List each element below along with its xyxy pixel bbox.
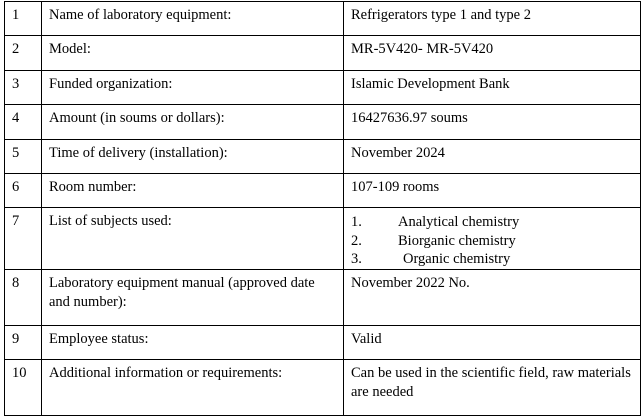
row-label: Additional information or requirements: xyxy=(42,359,344,415)
subjects-list xyxy=(351,213,634,269)
row-number: 3 xyxy=(5,71,42,105)
row-number: 8 xyxy=(5,269,42,325)
row-value: Refrigerators type 1 and type 2 xyxy=(344,2,641,36)
list-item-number: 1. xyxy=(351,214,362,230)
list-item-text: Organic chemistry xyxy=(403,251,511,267)
table-row xyxy=(5,174,641,208)
table-row xyxy=(5,325,641,359)
row-value: Valid xyxy=(344,325,641,359)
row-value: Islamic Development Bank xyxy=(344,71,641,105)
row-number: 4 xyxy=(5,105,42,140)
table-row xyxy=(5,269,641,325)
row-number: 1 xyxy=(5,2,42,36)
row-number: 5 xyxy=(5,140,42,174)
row-value: November 2022 No. xyxy=(344,269,641,325)
row-number: 6 xyxy=(5,174,42,208)
table-row xyxy=(5,359,641,415)
list-item xyxy=(351,213,634,232)
equipment-info-table xyxy=(4,1,641,416)
list-item-text: Analytical chemistry xyxy=(398,214,520,230)
row-number: 7 xyxy=(5,208,42,270)
table-row xyxy=(5,2,641,36)
row-label: Time of delivery (installation): xyxy=(42,140,344,174)
table-row xyxy=(5,36,641,71)
row-number: 10 xyxy=(5,359,42,415)
row-value: Can be used in the scientific field, raw materials are needed xyxy=(344,359,641,415)
row-value: 16427636.97 soums xyxy=(344,105,641,140)
row-label: Laboratory equipment manual (approved date and number): xyxy=(42,269,344,325)
row-label: Amount (in soums or dollars): xyxy=(42,105,344,140)
row-value: November 2024 xyxy=(344,140,641,174)
row-label: List of subjects used: xyxy=(42,208,344,270)
row-label: Room number: xyxy=(42,174,344,208)
row-number: 9 xyxy=(5,325,42,359)
subjects-cell xyxy=(344,208,641,270)
list-item xyxy=(351,232,634,251)
list-item xyxy=(351,250,634,269)
list-item-text: Biorganic chemistry xyxy=(398,232,516,249)
row-value: 107-109 rooms xyxy=(344,174,641,208)
row-label: Name of laboratory equipment: xyxy=(42,2,344,36)
row-label: Employee status: xyxy=(42,325,344,359)
list-item-number: 2. xyxy=(351,232,362,249)
table-row xyxy=(5,105,641,140)
table-row xyxy=(5,208,641,270)
row-label: Model: xyxy=(42,36,344,71)
table-row xyxy=(5,71,641,105)
list-item-number: 3. xyxy=(351,251,362,267)
row-number: 2 xyxy=(5,36,42,71)
row-label: Funded organization: xyxy=(42,71,344,105)
row-value: MR-5V420- MR-5V420 xyxy=(344,36,641,71)
table-row xyxy=(5,140,641,174)
